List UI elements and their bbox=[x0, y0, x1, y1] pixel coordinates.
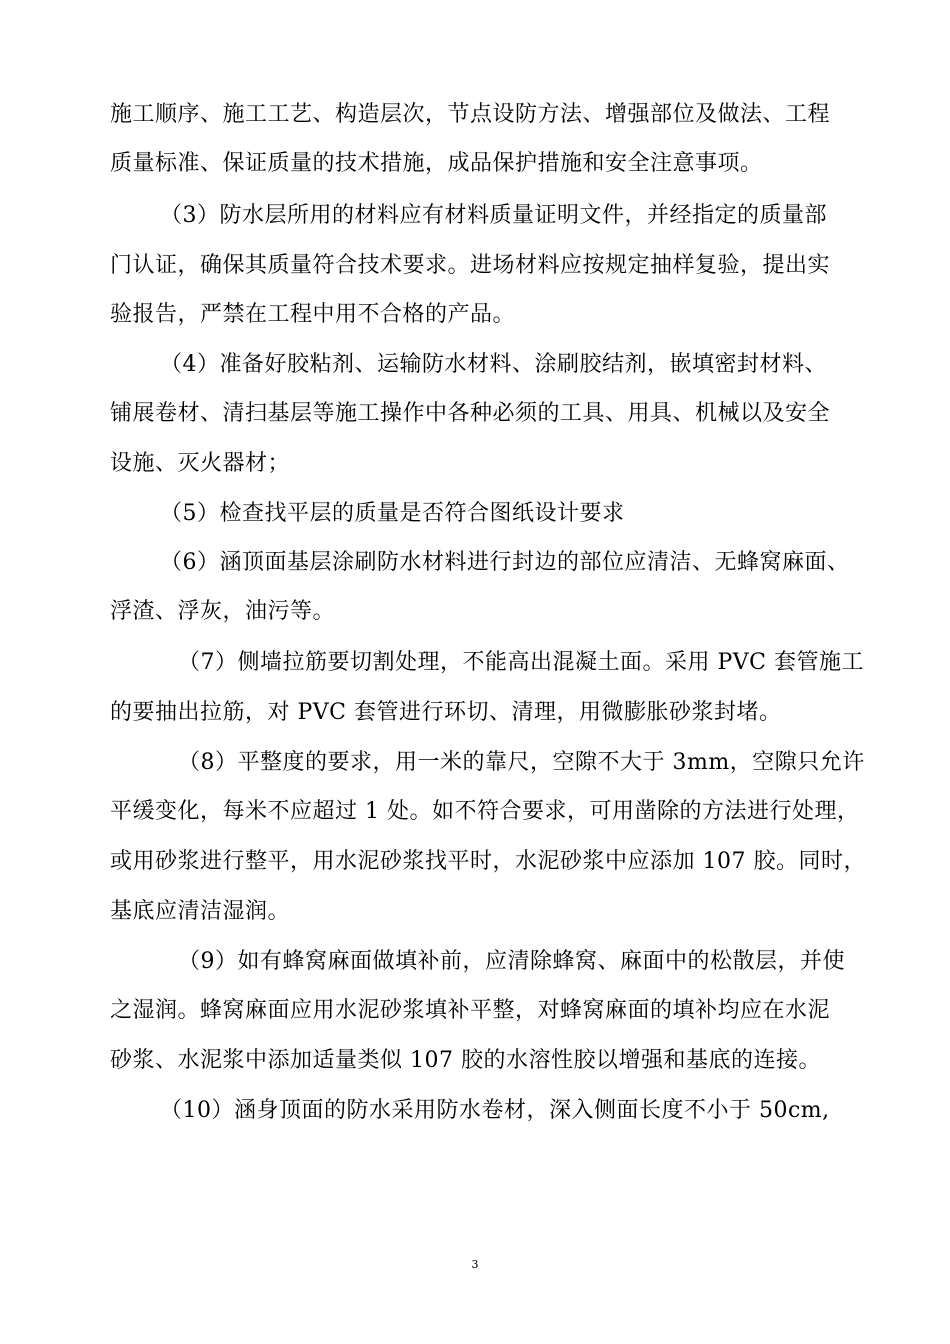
text-line: 浮渣、浮灰，油污等。 bbox=[110, 599, 336, 624]
text-line: 基底应清洁湿润。 bbox=[110, 899, 291, 924]
text-line: 设施、灭火器材； bbox=[110, 451, 291, 476]
paragraph-3-line: （3）防水层所用的材料应有材料质量证明文件，并经指定的质量部 bbox=[160, 203, 827, 228]
paragraph-6-line: （6）涵顶面基层涂刷防水材料进行封边的部位应清洁、无蜂窝麻面、 bbox=[160, 550, 850, 575]
paragraph-4-line: （4）准备好胶粘剂、运输防水材料、涂刷胶结剂，嵌填密封材料、 bbox=[160, 352, 827, 377]
text-line: 或用砂浆进行整平，用水泥砂浆找平时，水泥砂浆中应添加 107 胶。同时， bbox=[110, 849, 866, 874]
text-line: 之湿润。蜂窝麻面应用水泥砂浆填补平整，对蜂窝麻面的填补均应在水泥 bbox=[110, 998, 831, 1023]
text-line: 平缓变化，每米不应超过 1 处。如不符合要求，可用凿除的方法进行处理， bbox=[110, 799, 860, 824]
text-line: 验报告，严禁在工程中用不合格的产品。 bbox=[110, 302, 516, 327]
paragraph-7-line: （7）侧墙拉筋要切割处理，不能高出混凝土面。采用 PVC 套管施工 bbox=[178, 650, 865, 675]
text-line: 的要抽出拉筋，对 PVC 套管进行环切、清理，用微膨胀砂浆封堵。 bbox=[110, 700, 782, 725]
text-line: 铺展卷材、清扫基层等施工操作中各种必须的工具、用具、机械以及安全 bbox=[110, 401, 831, 426]
page-number: 3 bbox=[471, 1258, 479, 1271]
text-line: 砂浆、水泥浆中添加适量类似 107 胶的水溶性胶以增强和基底的连接。 bbox=[110, 1048, 821, 1073]
text-line: 门认证，确保其质量符合技术要求。进场材料应按规定抽样复验，提出实 bbox=[110, 253, 831, 278]
paragraph-5-line: （5）检查找平层的质量是否符合图纸设计要求 bbox=[160, 501, 625, 526]
paragraph-10-line: （10）涵身顶面的防水采用防水卷材，深入侧面长度不小于 50cm, bbox=[160, 1098, 830, 1123]
paragraph-8-line: （8）平整度的要求，用一米的靠尺，空隙不大于 3mm，空隙只允许 bbox=[178, 750, 865, 775]
text-line: 施工顺序、施工工艺、构造层次，节点设防方法、增强部位及做法、工程 bbox=[110, 102, 831, 127]
text-line: 质量标准、保证质量的技术措施，成品保护措施和安全注意事项。 bbox=[110, 151, 763, 176]
paragraph-9-line: （9）如有蜂窝麻面做填补前，应清除蜂窝、麻面中的松散层，并使 bbox=[178, 949, 845, 974]
